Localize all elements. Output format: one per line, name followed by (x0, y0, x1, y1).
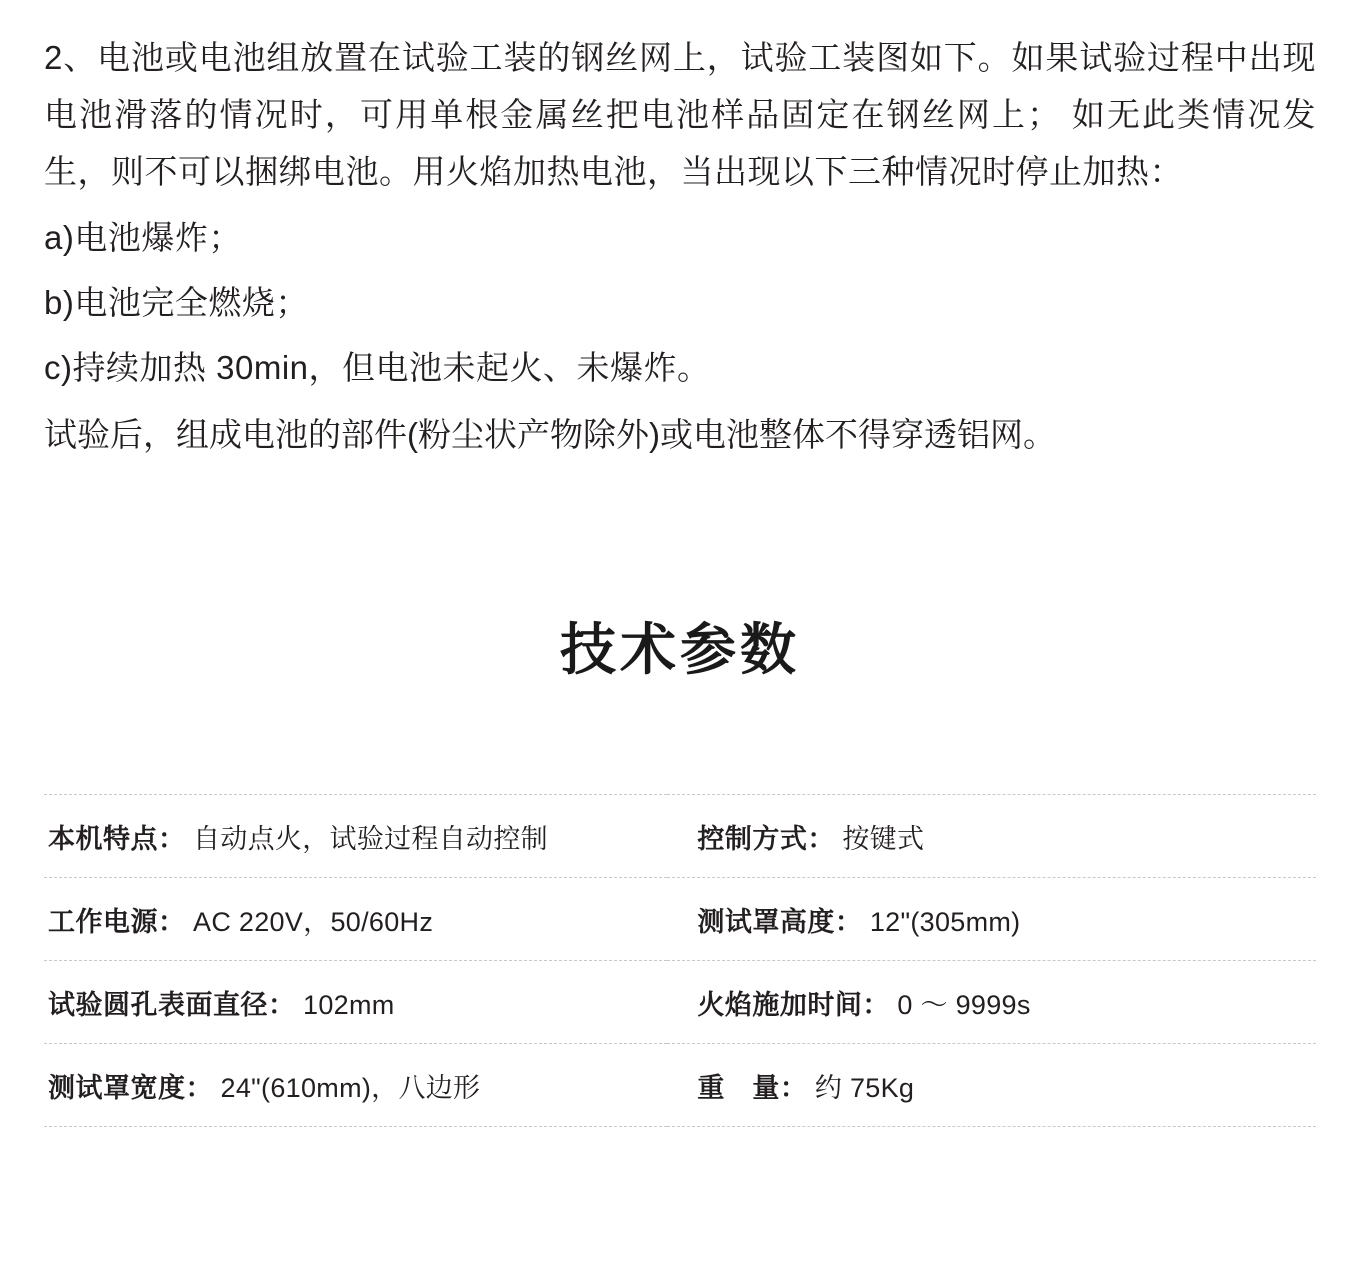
list-item: b)电池完全燃烧； (44, 284, 309, 321)
spec-value: 102mm (303, 990, 395, 1021)
spec-label: 本机特点： (48, 824, 186, 855)
spec-cell-left (44, 1044, 667, 1127)
spec-cell-right (667, 795, 1316, 878)
spec-label: 控制方式： (697, 824, 835, 855)
table-row (44, 1044, 1316, 1127)
paragraph-closing: 试验后，组成电池的部件(粉尘状产物除外)或电池整体不得穿透铝网。 (44, 415, 1056, 453)
spec-value: 约 75Kg (814, 1073, 915, 1104)
spec-value: 0 ～ 9999s (897, 990, 1031, 1021)
spec-label: 测试罩高度： (697, 907, 863, 938)
spec-label: 试验圆孔表面直径： (48, 990, 296, 1021)
spec-label: 工作电源： (48, 907, 186, 938)
spec-value: 12"(305mm) (869, 907, 1021, 938)
spec-value: AC 220V，50/60Hz (193, 907, 434, 938)
spec-label: 重 量： (697, 1073, 808, 1104)
spec-cell-left (44, 878, 667, 961)
spec-cell-left (44, 795, 667, 878)
paragraph-intro: 2、电池或电池组放置在试验工装的钢丝网上，试验工装图如下。如果试验过程中出现电池滑落的情况时，可用单根金属丝把电池样品固定在钢丝网上； 如无此类情况发生，则不可以捆绑电池。用火焰加热电池，当出现以下三种情况时停止加热： (44, 39, 1316, 190)
spec-cell-right (667, 1044, 1316, 1127)
list-item: a)电池爆炸； (44, 219, 242, 257)
spec-value: 按键式 (842, 824, 925, 855)
page-title: 技术参数 (560, 617, 800, 681)
body-text-block (44, 30, 1316, 463)
spec-cell-right (667, 961, 1316, 1044)
spec-cell-right (667, 878, 1316, 961)
spec-cell-left (44, 961, 667, 1044)
table-row (44, 878, 1316, 961)
spec-label: 测试罩宽度： (48, 1073, 213, 1104)
list-item: c)持续加热 30min，但电池未起火、未爆炸。 (44, 348, 711, 386)
table-row (44, 795, 1316, 878)
spec-value: 自动点火，试验过程自动控制 (193, 824, 548, 855)
table-row (44, 961, 1316, 1044)
section-title-container (44, 559, 1316, 732)
spec-value: 24"(610mm)，八边形 (220, 1073, 481, 1104)
specifications-table (44, 794, 1316, 1127)
spec-label: 火焰施加时间： (697, 990, 890, 1021)
